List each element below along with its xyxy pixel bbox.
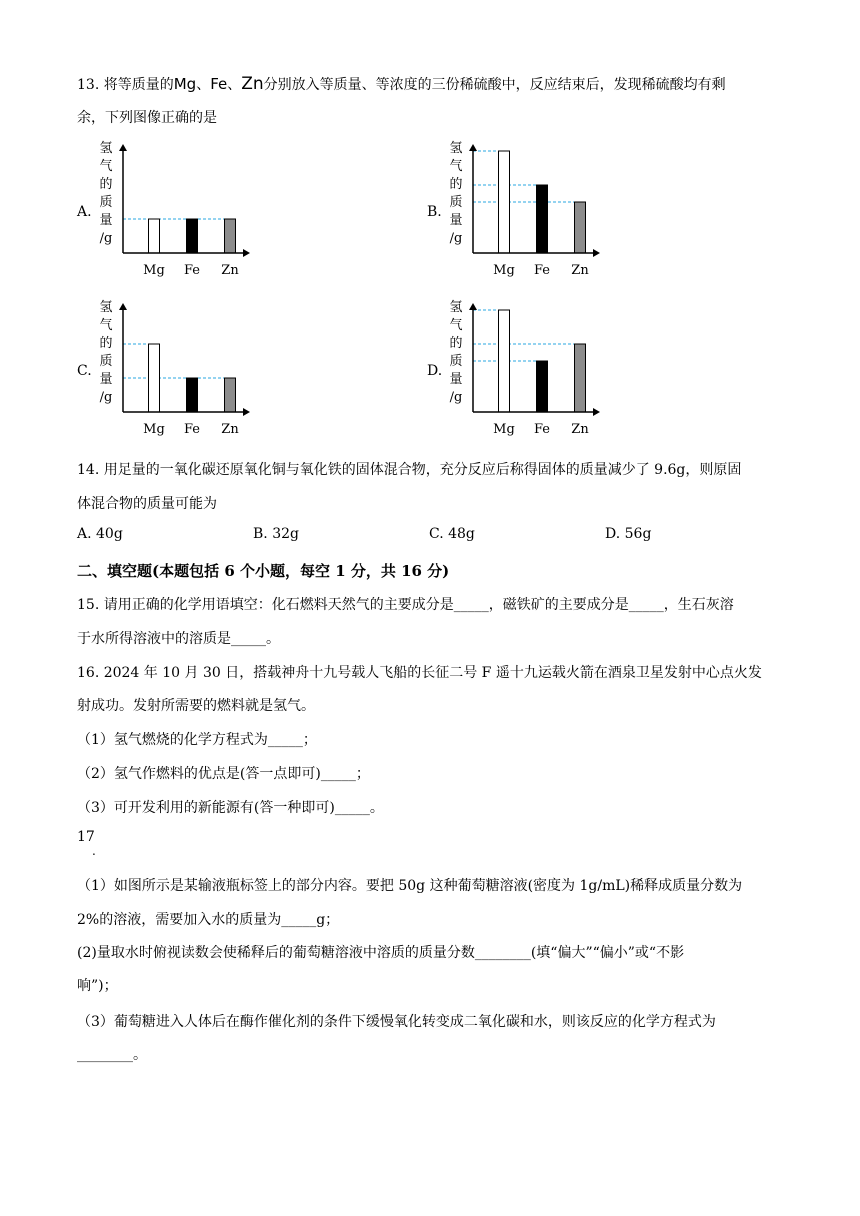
chart-a-bar-mg <box>149 219 160 253</box>
chart-c-label-fe: Fe <box>183 422 201 437</box>
chart-b-y-arrow <box>469 144 477 151</box>
q13-fe: Fe <box>210 75 228 93</box>
q13-sep1: 、 <box>196 77 211 93</box>
chart-d-ylabel-char: 气 <box>449 318 463 333</box>
q17-sub1-line1: （1）如图所示是某输液瓶标签上的部分内容。要把 50g 这种葡萄糖溶液(密度为 1g/mL)稀释成质量分数为 <box>77 878 743 894</box>
q13-line1 <box>77 74 726 94</box>
chart-d-ylabel-char: 质 <box>449 354 463 369</box>
q14-line2: 体混合物的质量可能为 <box>77 496 217 512</box>
chart-c-ylabel-char: 的 <box>99 336 113 351</box>
chart-a-ylabel-char: 量 <box>99 213 113 228</box>
q16-sub3: （3）可开发利用的新能源有(答一种即可)_____。 <box>77 800 384 816</box>
chart-c-ylabel-char: /g <box>99 390 113 405</box>
q13-chart-a <box>88 138 258 283</box>
chart-c-x-arrow <box>243 408 250 416</box>
chart-d-bar-fe <box>537 361 548 412</box>
chart-d-label-fe: Fe <box>533 422 551 437</box>
chart-b-ylabel-char: /g <box>449 231 463 246</box>
q13-option-b-letter: B. <box>427 204 442 220</box>
chart-d-x-arrow <box>593 408 600 416</box>
chart-d-label-mg: Mg <box>493 422 515 437</box>
q13-option-a-letter: A. <box>77 204 92 220</box>
chart-a-bar-zn <box>225 219 236 253</box>
chart-b-bar-fe <box>537 185 548 253</box>
chart-c-ylabel-char: 氢 <box>99 300 113 315</box>
q17-sub3-line1: （3）葡萄糖进入人体后在酶作催化剂的条件下缓慢氧化转变成二氧化碳和水，则该反应的化学方程式为 <box>77 1014 716 1030</box>
q13-sep2: 、 <box>227 77 242 93</box>
chart-b-label-fe: Fe <box>533 263 551 278</box>
chart-b-ylabel-char: 量 <box>449 213 463 228</box>
q14-line1: 14. 用足量的一氧化碳还原氧化铜与氧化铁的固体混合物，充分反应后称得固体的质量减少了 9.6g，则原固 <box>77 462 742 478</box>
chart-d-ylabel-char: 量 <box>449 372 463 387</box>
q13-chart-c <box>88 297 258 442</box>
q16-line2: 射成功。发射所需要的燃料就是氢气。 <box>77 698 315 714</box>
chart-c-ylabel-char: 气 <box>99 318 113 333</box>
q16-sub2: （2）氢气作燃料的优点是(答一点即可)_____； <box>77 766 370 782</box>
chart-d-y-arrow <box>469 303 477 310</box>
chart-b-label-mg: Mg <box>493 263 515 278</box>
q17-sub1-line2: 2%的溶液，需要加入水的质量为_____g； <box>77 912 340 928</box>
q13-chart-d <box>438 297 608 442</box>
chart-c-y-arrow <box>119 303 127 310</box>
chart-a-y-arrow <box>119 144 127 151</box>
q17-dot: . <box>92 844 96 858</box>
chart-d-ylabel-char: 氢 <box>449 300 463 315</box>
chart-d-bar-mg <box>499 310 510 412</box>
chart-a-ylabel-char: 气 <box>99 159 113 174</box>
q14-option-d: D. 56g <box>605 526 652 542</box>
chart-b-bar-zn <box>575 202 586 253</box>
q13-text-pre: 13. 将等质量的 <box>77 77 174 93</box>
chart-b-ylabel-char: 质 <box>449 195 463 210</box>
q14-option-b: B. 32g <box>253 526 299 542</box>
chart-d-bar-zn <box>575 344 586 412</box>
chart-b-x-arrow <box>593 249 600 257</box>
section-2-heading: 二、填空题(本题包括 6 个小题，每空 1 分，共 16 分) <box>77 562 450 580</box>
chart-c-label-mg: Mg <box>143 422 165 437</box>
q15-line2: 于水所得溶液中的溶质是_____。 <box>77 631 280 647</box>
chart-b-ylabel-char: 氢 <box>449 141 463 156</box>
chart-a-label-fe: Fe <box>183 263 201 278</box>
q13-zn: Zn <box>241 74 264 94</box>
chart-c-ylabel-char: 质 <box>99 354 113 369</box>
q14-option-c: C. 48g <box>429 526 475 542</box>
chart-c-ylabel-char: 量 <box>99 372 113 387</box>
q14-option-a: A. 40g <box>77 526 123 542</box>
chart-a-x-arrow <box>243 249 250 257</box>
chart-c-label-zn: Zn <box>221 422 239 437</box>
chart-a-ylabel-char: 质 <box>99 195 113 210</box>
q16-line1: 16. 2024 年 10 月 30 日，搭载神舟十九号载人飞船的长征二号 F 遥十九运载火箭在酒泉卫星发射中心点火发 <box>77 665 762 681</box>
chart-a-ylabel-char: 的 <box>99 177 113 192</box>
chart-c-bar-zn <box>225 378 236 412</box>
q17-number: 17 <box>77 829 95 845</box>
chart-d-ylabel-char: 的 <box>449 336 463 351</box>
q17-sub2-line2: 响”)； <box>77 978 118 994</box>
chart-b-ylabel-char: 气 <box>449 159 463 174</box>
q17-sub3-line2: ________。 <box>77 1047 147 1063</box>
chart-a-ylabel-char: /g <box>99 231 113 246</box>
q15-line1: 15. 请用正确的化学用语填空：化石燃料天然气的主要成分是_____，磁铁矿的主要成分是_____，生石灰溶 <box>77 597 734 613</box>
chart-a-bar-fe <box>187 219 198 253</box>
chart-a-ylabel-char: 氢 <box>99 141 113 156</box>
chart-b-label-zn: Zn <box>571 263 589 278</box>
q13-line2: 余，下列图像正确的是 <box>77 110 217 126</box>
q16-sub1: （1）氢气燃烧的化学方程式为_____； <box>77 732 317 748</box>
chart-b-bar-mg <box>499 151 510 253</box>
chart-b-ylabel-char: 的 <box>449 177 463 192</box>
chart-a-label-mg: Mg <box>143 263 165 278</box>
chart-d-label-zn: Zn <box>571 422 589 437</box>
chart-c-bar-fe <box>187 378 198 412</box>
q13-mg: Mg <box>173 75 197 93</box>
chart-c-bar-mg <box>149 344 160 412</box>
q13-option-c-letter: C. <box>77 363 92 379</box>
chart-a-label-zn: Zn <box>221 263 239 278</box>
q13-chart-b <box>438 138 608 283</box>
q13-text-post: 分别放入等质量、等浓度的三份稀硫酸中，反应结束后，发现稀硫酸均有剩 <box>263 77 726 93</box>
chart-d-ylabel-char: /g <box>449 390 463 405</box>
q17-sub2-line1: (2)量取水时俯视读数会使稀释后的葡萄糖溶液中溶质的质量分数________(填“偏大”“偏小”或“不影 <box>77 945 685 961</box>
q13-option-d-letter: D. <box>427 363 443 379</box>
